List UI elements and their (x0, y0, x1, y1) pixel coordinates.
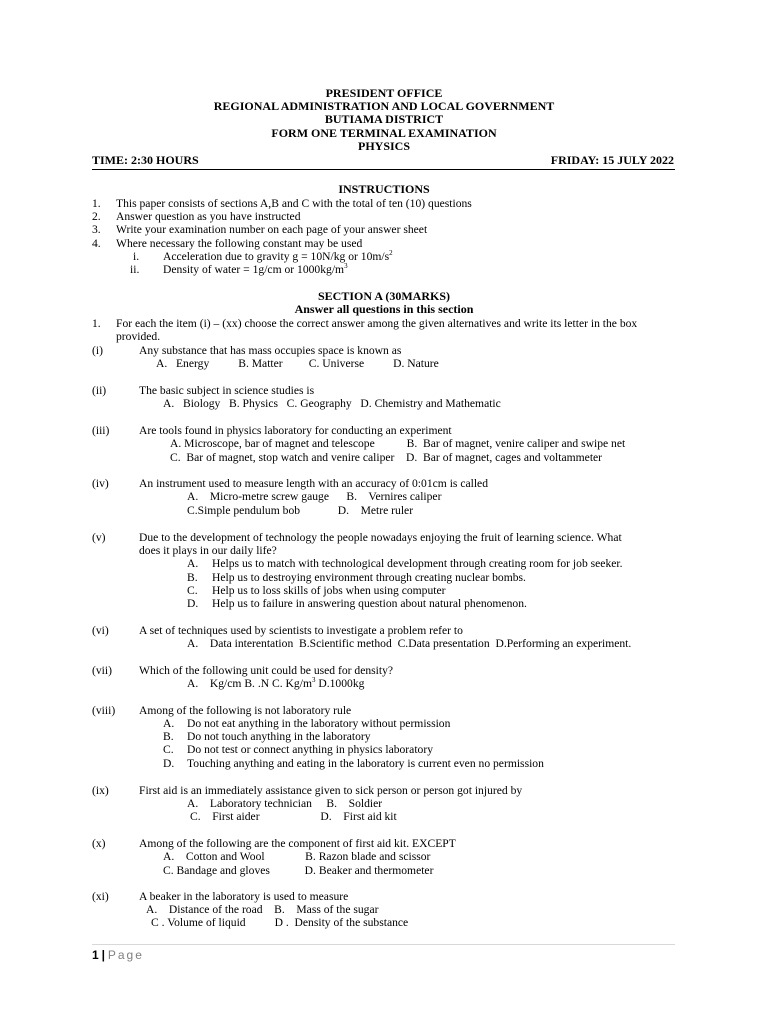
item-text: A beaker in the laboratory is used to measure (139, 890, 349, 903)
question-1-text: For each the item (i) – (xx) choose the correct answer among the given alternatives and write its letter in the box provided. (116, 317, 638, 344)
header-line-3: BUTIAMA DISTRICT (324, 112, 444, 126)
option-text: Do not eat anything in the laboratory without permission (187, 717, 451, 730)
item-text: Which of the following unit could be used for density? (139, 664, 394, 677)
page-number: 1 (92, 948, 99, 962)
page-label: Page (107, 948, 144, 962)
item-text: Are tools found in physics laboratory for conducting an experiment (139, 424, 452, 437)
option-letter: C. (187, 584, 198, 597)
instruction-text: Write your examination number on each page of your answer sheet (116, 223, 428, 236)
item-text: A set of techniques used by scientists to investigate a problem refer to (139, 624, 463, 637)
instruction-text: Answer question as you have instructed (116, 210, 301, 223)
item-num: (iii) (92, 424, 110, 437)
item-options: A. Microscope, bar of magnet and telescope B. Bar of magnet, venire caliper and swipe net (170, 437, 626, 450)
item-text: Among of the following is not laboratory rule (139, 704, 352, 717)
item-options: C. Bar of magnet, stop watch and venire caliper D. Bar of magnet, cages and voltammeter (170, 451, 603, 464)
option-letter: C. (163, 743, 174, 756)
constant-num: ii. (130, 263, 140, 276)
instructions-title: INSTRUCTIONS (338, 182, 430, 196)
option-letter: D. (163, 757, 175, 770)
option-letter: A. (187, 557, 199, 570)
option-letter: A. (163, 717, 175, 730)
header-line-4: FORM ONE TERMINAL EXAMINATION (271, 126, 497, 140)
option-text: Helps us to match with technological development through creating room for job seeker. (212, 557, 623, 570)
item-options: A. Energy B. Matter C. Universe D. Nature (156, 357, 439, 370)
option-letter: D. (187, 597, 199, 610)
item-options: A. Micro-metre screw gauge B. Vernires caliper (187, 490, 442, 503)
page-separator: | (101, 948, 105, 962)
item-text: The basic subject in science studies is (139, 384, 315, 397)
question-1-num: 1. (92, 317, 101, 330)
instruction-text: This paper consists of sections A,B and C with the total of ten (10) questions (116, 197, 472, 210)
item-num: (vi) (92, 624, 109, 637)
option-letter: B. (187, 571, 198, 584)
constant-num: i. (133, 250, 140, 263)
header-divider (92, 169, 675, 170)
item-options: A. Laboratory technician B. Soldier (187, 797, 383, 810)
item-options: A. Distance of the road B. Mass of the sugar (146, 903, 379, 916)
item-options: A. Biology B. Physics C. Geography D. Chemistry and Mathematic (163, 397, 501, 410)
constant-text: Acceleration due to gravity g = 10N/kg or $10m/s^2$ (163, 249, 393, 263)
item-text: First aid is an immediately assistance given to sick person or person got injured by (139, 784, 523, 797)
item-options: C.Simple pendulum bob D. Metre ruler (187, 504, 414, 517)
item-text: An instrument used to measure length with an accuracy of 0:01cm is called (139, 477, 488, 490)
section-a-title: SECTION A (30MARKS) (317, 289, 451, 303)
instruction-text: Where necessary the following constant may be used (116, 237, 363, 250)
instruction-num: 1. (92, 197, 101, 210)
option-text: Help us to loss skills of jobs when using computer (212, 584, 446, 597)
constant-text: Density of water = 1g/cm or $1000kg/m^3$ (163, 262, 348, 276)
item-text: Due to the development of technology the people nowadays enjoying the fruit of learning science. What (139, 531, 622, 544)
option-text: Do not touch anything in the laboratory (187, 730, 371, 743)
page-footer (92, 949, 144, 962)
item-options: C. Bandage and gloves D. Beaker and thermometer (163, 864, 434, 877)
item-num: (i) (92, 344, 103, 357)
item-text: does it plays in our daily life? (139, 544, 277, 557)
item-num: (ix) (92, 784, 109, 797)
item-text: Among of the following are the component of first aid kit. EXCEPT (139, 837, 456, 850)
item-num: (ii) (92, 384, 107, 397)
header-line-1: PRESIDENT OFFICE (325, 86, 443, 100)
option-text: Help us to failure in answering question about natural phenomenon. (212, 597, 527, 610)
item-options: A. Data interentation B.Scientific method C.Data presentation D.Performing an experiment. (187, 637, 632, 650)
header-line-5: PHYSICS (357, 139, 410, 153)
item-num: (v) (92, 531, 106, 544)
item-num: (vii) (92, 664, 112, 677)
item-options: A. Cotton and Wool B. Razon blade and scissor (163, 850, 431, 863)
header-line-2: REGIONAL ADMINISTRATION AND LOCAL GOVERNMENT (213, 99, 555, 113)
instruction-num: 2. (92, 210, 101, 223)
exam-date: FRIDAY: 15 JULY 2022 (550, 153, 674, 167)
item-num: (viii) (92, 704, 116, 717)
item-num: (x) (92, 837, 106, 850)
option-text: Help us to destroying environment through creating nuclear bombs. (212, 571, 526, 584)
item-num: (iv) (92, 477, 109, 490)
instruction-num: 4. (92, 237, 101, 250)
item-num: (xi) (92, 890, 109, 903)
footer-divider (92, 944, 675, 945)
item-options: C. First aider D. First aid kit (190, 810, 397, 823)
item-text: Any substance that has mass occupies space is known as (139, 344, 402, 357)
option-text: Do not test or connect anything in physics laboratory (187, 743, 433, 756)
exam-time: TIME: 2:30 HOURS (92, 153, 199, 167)
option-letter: B. (163, 730, 174, 743)
instruction-num: 3. (92, 223, 101, 236)
item-options: C . Volume of liquid D . Density of the substance (151, 916, 409, 929)
item-options: A. Kg/cm B. .N C. $Kg/m^3$ D.1000kg (187, 676, 365, 690)
section-a-subtitle: Answer all questions in this section (294, 302, 474, 316)
option-text: Touching anything and eating in the laboratory is current even no permission (187, 757, 544, 770)
